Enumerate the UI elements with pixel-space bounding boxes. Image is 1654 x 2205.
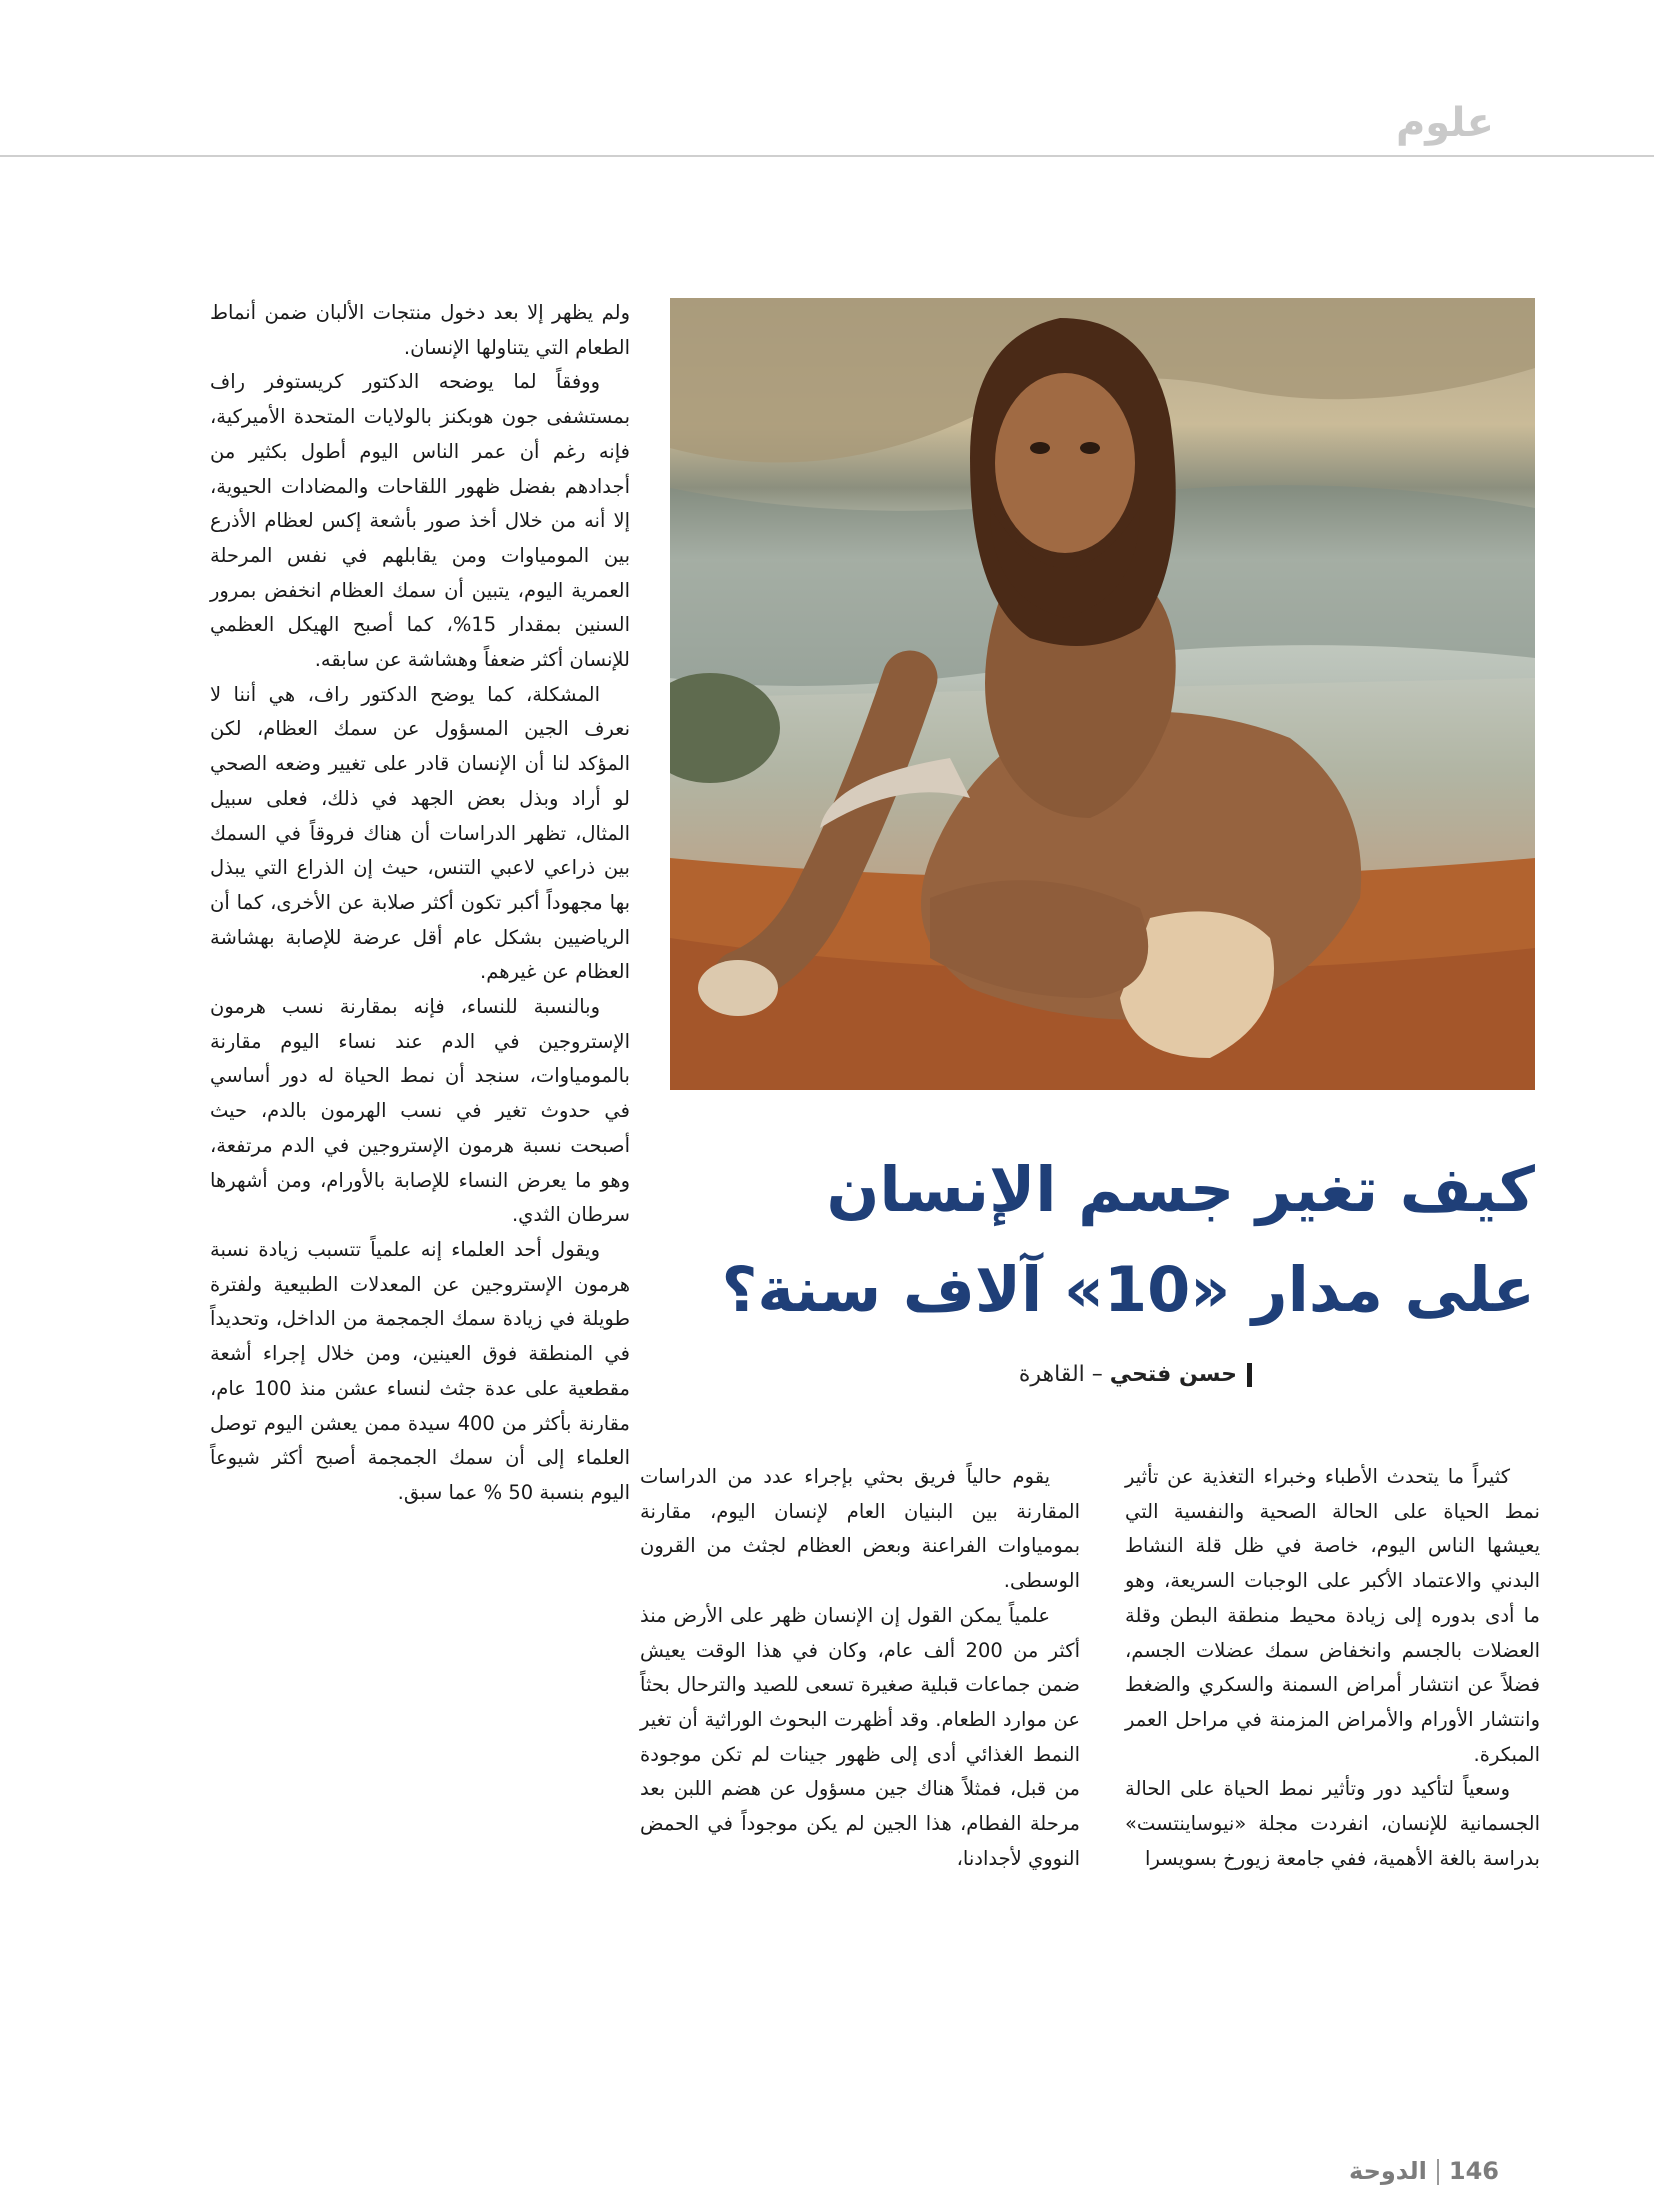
header-rule bbox=[0, 155, 1654, 157]
paragraph: كثيراً ما يتحدث الأطباء وخبراء التغذية عن تأثير نمط الحياة على الحالة الصحية والنفسية التي يعيشها الناس اليوم، خاصة في ظل قلة النشاط البدني والاعتماد الأكبر على الوجبات السريعة، وهو ما أدى بدوره إلى زيادة محيط منطقة البطن وقلة العضلات بالجسم وانخفاض سمك عضلات الجسم، فضلاً عن انتشار أمراض السمنة والسكري والضغط وانتشار الأورام والأمراض المزمنة في مراحل العمر المبكرة. bbox=[1125, 1465, 1540, 1766]
footer-page-number: 146 bbox=[1448, 2157, 1499, 2185]
paragraph: علمياً يمكن القول إن الإنسان ظهر على الأرض منذ أكثر من 200 ألف عام، وكان في هذا الوقت يعيش ضمن جماعات قبلية صغيرة تسعى للصيد والترحال بحثاً عن موارد الطعام. وقد أظهرت البحوث الوراثية أن تغير النمط الغذائي أدى إلى ظهور جينات لم تكن موجودة من قبل، فمثلاً هناك جين مسؤول عن هضم اللبن بعد مرحلة الفطام، هذا الجين لم يكن موجوداً في الحمض النووي لأجدادنا، bbox=[640, 1603, 1080, 1870]
page-footer bbox=[1349, 2157, 1499, 2185]
byline bbox=[900, 1362, 1252, 1387]
article-title-line1: كيف تغير جسم الإنسان bbox=[826, 1153, 1535, 1226]
body-column-2 bbox=[640, 1460, 1080, 1876]
paragraph: وبالنسبة للنساء، فإنه بمقارنة نسب هرمون الإستروجين في الدم عند نساء اليوم مقارنة بالمومياوات، سنجد أن نمط الحياة له دور أساسي في حدوث تغير في نسب الهرمون بالدم، حيث أصبحت نسبة هرمون الإستروجين في الدم مرتفعة، وهو ما يعرض النساء للإصابة بالأورام، ومن أشهرها سرطان الثدي. bbox=[210, 995, 630, 1227]
paragraph: يقوم حالياً فريق بحثي بإجراء عدد من الدراسات المقارنة بين البنيان العام لإنسان اليوم، مقارنة بمومياوات الفراعنة وبعض العظام لجثث من القرون الوسطى. bbox=[640, 1465, 1080, 1593]
body-column-1 bbox=[210, 296, 630, 1511]
footer-separator bbox=[1437, 2159, 1439, 2185]
article-photo bbox=[670, 298, 1535, 1090]
section-label: علوم bbox=[1395, 100, 1494, 146]
article-title bbox=[680, 1140, 1535, 1340]
paragraph: ويقول أحد العلماء إنه علمياً تتسبب زيادة نسبة هرمون الإستروجين عن المعدلات الطبيعية ولفترة طويلة في زيادة سمك الجمجمة من الداخل، وتحديداً في المنطقة فوق العينين، ومن خلال إجراء أشعة مقطعية على عدة جثث لنساء عشن منذ 100 عام، مقارنة بأكثر من 400 سيدة ممن يعشن اليوم توصل العلماء إلى أن سمك الجمجمة أصبح أكثر شيوعاً اليوم بنسبة 50 % عما سبق. bbox=[210, 1237, 630, 1504]
paragraph: المشكلة، كما يوضح الدكتور راف، هي أننا لا نعرف الجين المسؤول عن سمك العظام، لكن المؤكد لنا أن الإنسان قادر على تغيير وضعه الصحي لو أراد وبذل بعض الجهد في ذلك، فعلى سبيل المثال، تظهر الدراسات أن هناك فروقاً في السمك بين ذراعي لاعبي التنس، حيث إن الذراع التي يبذل بها مجهوداً أكبر تكون أكثر صلابة عن الأخرى، كما أن الرياضيين بشكل عام أقل عرضة للإصابة بهشاشة العظام عن غيرهم. bbox=[210, 682, 630, 984]
byline-author: حسن فتحي bbox=[1109, 1362, 1237, 1387]
byline-bar bbox=[1247, 1363, 1252, 1387]
byline-location: – القاهرة bbox=[1018, 1362, 1103, 1387]
paragraph: وسعياً لتأكيد دور وتأثير نمط الحياة على الحالة الجسمانية للإنسان، انفردت مجلة «نيوساينتست» بدراسة بالغة الأهمية، ففي جامعة زيورخ بسويسرا bbox=[1125, 1777, 1540, 1870]
body-column-3 bbox=[1125, 1460, 1540, 1876]
footer-magazine: الدوحة bbox=[1349, 2157, 1427, 2185]
paragraph: ووفقاً لما يوضحه الدكتور كريستوفر راف بمستشفى جون هوبكنز بالولايات المتحدة الأميركية، فإنه رغم أن عمر الناس اليوم أطول بكثير من أجدادهم بفضل ظهور اللقاحات والمضادات الحيوية، إلا أنه من خلال أخذ صور بأشعة إكس لعظام الأذرع بين المومياوات ومن يقابلهم في نفس المرحلة العمرية اليوم، يتبين أن سمك العظام انخفض بمرور السنين بمقدار 15%، كما أصبح الهيكل العظمي للإنسان أكثر ضعفاً وهشاشة عن سابقه. bbox=[210, 370, 630, 672]
article-title-line2: على مدار «10» آلاف سنة؟ bbox=[721, 1253, 1535, 1326]
paragraph: ولم يظهر إلا بعد دخول منتجات الألبان ضمن أنماط الطعام التي يتناولها الإنسان. bbox=[210, 301, 630, 359]
